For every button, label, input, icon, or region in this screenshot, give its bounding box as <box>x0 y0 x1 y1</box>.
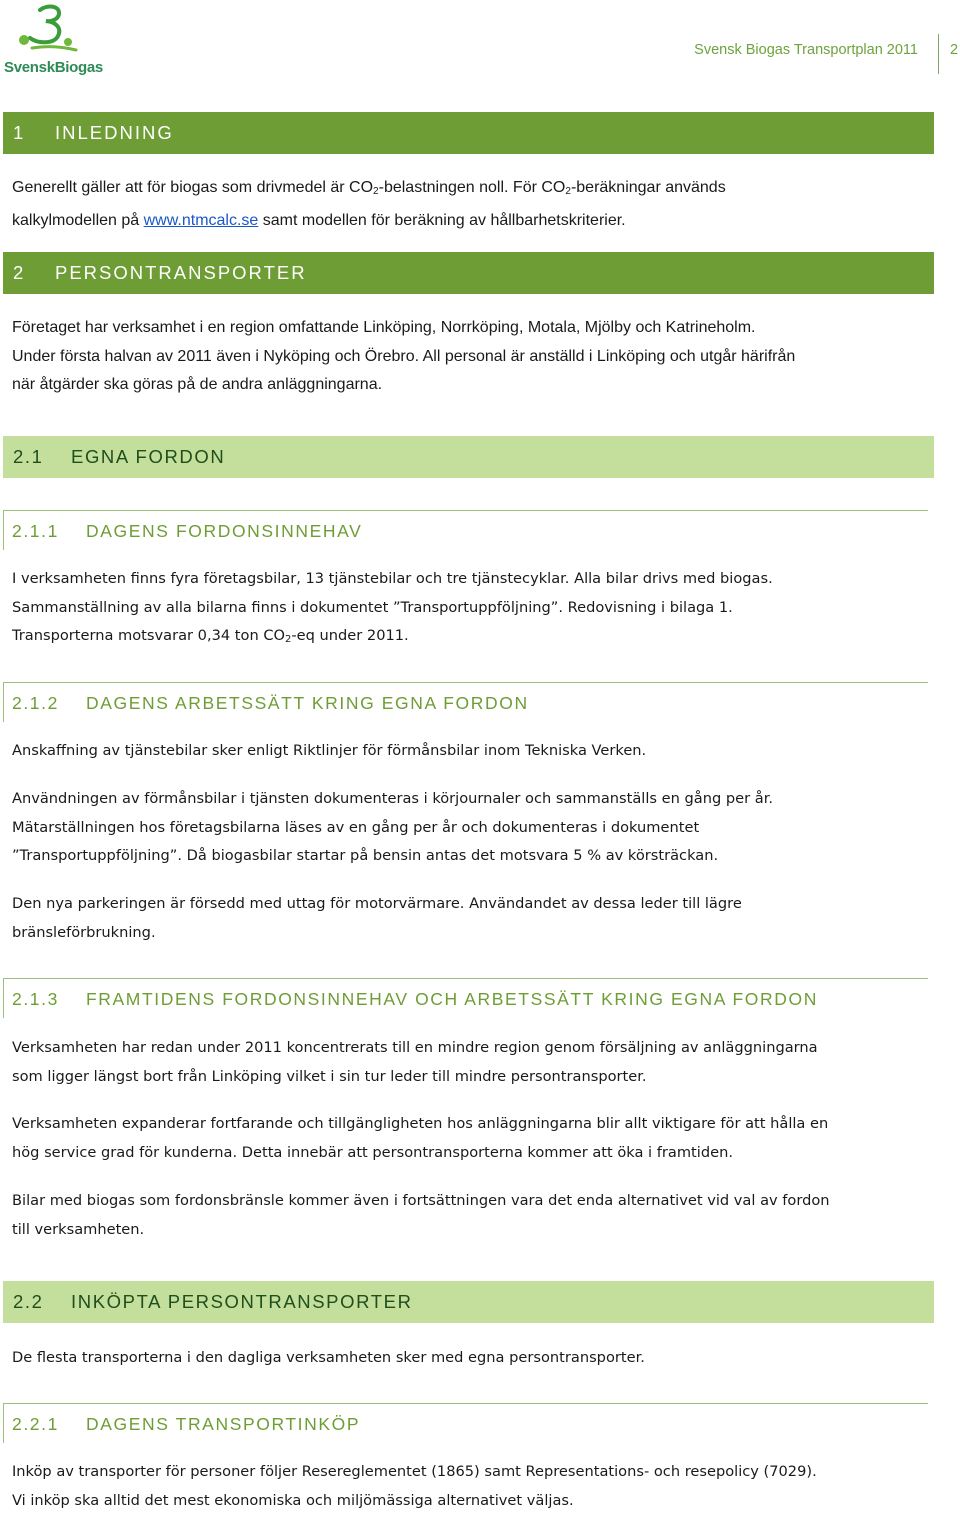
paragraph-egna-persontransporter: De flesta transporterna i den dagliga verksamheten sker med egna persontransporter. <box>12 1349 645 1366</box>
heading-number: 1 <box>13 122 26 143</box>
paragraph-formansbilar: Användningen av förmånsbilar i tjänsten dokumenteras i körjournaler och sammanställs en gång per år. Mätarställningen hos företagsbilarna läses av en gång per år och dokumenteras i dokumentet ”Transportuppföljning”. Då biogasbilar startar på bensin antas det motsvara 5 % av körsträckan. <box>12 790 774 864</box>
heading-dagens-fordonsinnehav <box>3 510 928 550</box>
page-number: 2 <box>950 42 959 58</box>
heading-title: DAGENS ARBETSSÄTT KRING EGNA FORDON <box>86 693 529 713</box>
heading-title: DAGENS FORDONSINNEHAV <box>86 521 363 541</box>
paragraph-expanderar: Verksamheten expanderar fortfarande och tillgängligheten hos anläggningarna blir allt viktigare för att hålla en hög service grad för kunderna. Detta innebär att persontransporterna kommer att öka i framtiden. <box>12 1115 829 1161</box>
paragraph-anskaffning: Anskaffning av tjänstebilar sker enligt Riktlinjer för förmånsbilar inom Tekniska Verken. <box>12 742 647 759</box>
heading-persontransporter <box>3 252 934 294</box>
paragraph-region: Företaget har verksamhet i en region omfattande Linköping, Norrköping, Motala, Mjölby och Katrineholm. Under första halvan av 2011 även i Nyköping och Örebro. All personal är anställd i Linköping och utgår härifrån när åtgärder ska göras på de andra anläggningarna. <box>12 319 796 393</box>
heading-dagens-arbetssatt <box>3 682 928 722</box>
paragraph-koncentrerats: Verksamheten har redan under 2011 koncentrerats till en mindre region genom försäljning av anläggningarna som ligger längst bort från Linköping vilket i sin tur leder till mindre persontransporter. <box>12 1039 818 1085</box>
heading-inledning <box>3 112 934 154</box>
heading-number: 2.1.2 <box>12 693 59 713</box>
heading-number: 2.1 <box>13 446 44 467</box>
heading-title: FRAMTIDENS FORDONSINNEHAV OCH ARBETSSÄTT KRING EGNA FORDON <box>86 989 818 1009</box>
ntmcalc-link[interactable]: www.ntmcalc.se <box>143 211 259 229</box>
paragraph-biogas-alternativ: Bilar med biogas som fordonsbränsle kommer även i fortsättningen vara det enda alternativet vid val av fordon till verksamheten. <box>12 1192 830 1238</box>
heading-dagens-transportinkop <box>3 1403 928 1443</box>
header-title: Svensk Biogas Transportplan 2011 <box>694 42 918 58</box>
heading-number: 2 <box>13 262 26 283</box>
heading-number: 2.1.1 <box>12 521 59 541</box>
paragraph-fordonsinnehav: I verksamheten finns fyra företagsbilar, 13 tjänstebilar och tre tjänstecyklar. Alla bilar drivs med biogas. Sammanställning av alla bilarna finns i dokumentet ”Transportuppföljning”. Redovisning i bilaga 1. Transporterna motsvarar 0,34 ton $CO_2-eq$ under 2011. <box>12 570 773 645</box>
heading-number: 2.1.3 <box>12 989 59 1009</box>
heading-title: EGNA FORDON <box>71 446 226 467</box>
heading-number: 2.2 <box>13 1291 44 1312</box>
heading-title: INKÖPTA PERSONTRANSPORTER <box>71 1291 413 1312</box>
header-divider <box>938 34 939 74</box>
paragraph-resereglementet: Inköp av transporter för personer följer Resereglementet (1865) samt Representations- och resepolicy (7029). Vi inköp ska alltid det mest ekonomiska och miljömässiga alternativet väljas. <box>12 1463 817 1509</box>
paragraph-parkering: Den nya parkeringen är försedd med uttag för motorvärmare. Användandet av dessa leder till lägre bränsleförbrukning. <box>12 895 742 941</box>
paragraph-intro: Generellt gäller att för biogas som drivmedel är $CO_2$-belastningen noll. För $CO_2$-beräkningar används kalkylmodellen på www.ntmcalc.se samt modellen för beräkning av hållbarhetskriterier. <box>12 179 726 229</box>
heading-inkopta-persontransporter <box>3 1281 934 1323</box>
heading-number: 2.2.1 <box>12 1414 59 1434</box>
heading-title: DAGENS TRANSPORTINKÖP <box>86 1414 361 1434</box>
heading-title: INLEDNING <box>55 122 174 143</box>
heading-egna-fordon <box>3 436 934 478</box>
heading-framtidens-fordonsinnehav <box>3 978 928 1018</box>
heading-title: PERSONTRANSPORTER <box>55 262 307 283</box>
logo-text: SvenskBiogas <box>4 59 103 76</box>
